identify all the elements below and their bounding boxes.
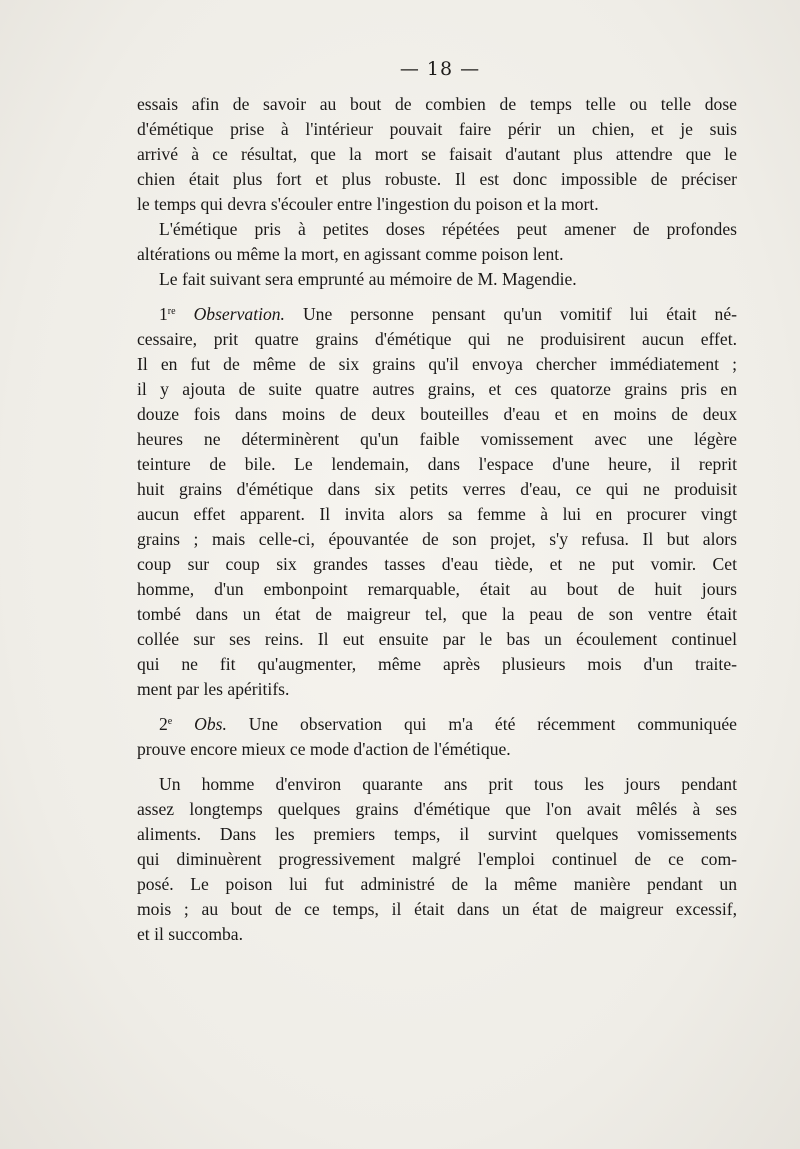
text-line: Le fait suivant sera emprunté au mémoire de M. Magendie. [159,269,577,289]
text-line: il y ajouta de suite quatre autres grains, et ces quatorze grains pris en [137,379,737,399]
text-line: homme, d'un embonpoint remarquable, était au bout de huit jours [137,579,737,599]
text-line: d'émétique prise à l'intérieur pouvait faire périr un chien, et je suis [137,119,737,139]
text-line: aucun effet apparent. Il invita alors sa femme à lui en procurer vingt [137,504,737,524]
paragraph-gap [137,762,737,772]
paragraph-gap [137,702,737,712]
paragraph-2 [137,217,737,267]
text-line: le temps qui devra s'écouler entre l'ingestion du poison et la mort. [137,194,599,214]
observation-ordinal: re [167,306,176,317]
text-line: mois ; au bout de ce temps, il était dans un état de maigreur excessif, [137,899,737,919]
text-line: aliments. Dans les premiers temps, il survint quelques vomissements [137,824,737,844]
text-line: heures ne déterminèrent qu'un faible vomissement avec une légère [137,429,737,449]
text-line [137,712,737,737]
text-line: teinture de bile. Le lendemain, dans l'espace d'une heure, il reprit [137,454,737,474]
text-line: qui ne fit qu'augmenter, même après plusieurs mois d'un traite- [137,654,737,674]
text-line: collée sur ses reins. Il eut ensuite par le bas un écoulement continuel [137,629,737,649]
text-line: douze fois dans moins de deux bouteilles d'eau et en moins de deux [137,404,737,424]
observation-text: Une observation qui m'a été récemment communiquée [226,714,737,734]
text-line: prouve encore mieux ce mode d'action de l'émétique. [137,739,511,759]
observation-label: Obs. [194,714,227,734]
text-line: qui diminuèrent progressivement malgré l'emploi continuel de ce com- [137,849,737,869]
observation-text: Une personne pensant qu'un vomitif lui était né- [284,304,737,324]
text-line: Un homme d'environ quarante ans prit tous les jours pendant [159,774,737,794]
paragraph-1 [137,92,737,217]
text-line: chien était plus fort et plus robuste. Il est donc impossible de préciser [137,169,737,189]
observation-ordinal: e [167,716,173,727]
observation-1 [137,302,737,702]
paragraph-6 [137,772,737,947]
text-line: coup sur coup six grandes tasses d'eau tiède, et ne put vomir. Cet [137,554,737,574]
text-line [137,302,737,327]
page-number: — 18 — [399,58,481,80]
text-line: essais afin de savoir au bout de combien de temps telle ou telle dose [137,94,737,114]
paragraph-gap [137,292,737,302]
text-line: huit grains d'émétique dans six petits verres d'eau, ce qui ne produisit [137,479,737,499]
observation-number: 1 [159,304,168,324]
text-line: L'émétique pris à petites doses répétées peut amener de profondes [159,219,737,239]
text-line: tombé dans un état de maigreur tel, que la peau de son ventre était [137,604,737,624]
observation-label: Observation. [193,304,285,324]
text-line: ment par les apéritifs. [137,679,290,699]
paragraph-3 [137,267,737,292]
text-line: arrivé à ce résultat, que la mort se faisait d'autant plus attendre que le [137,144,737,164]
body-text [137,92,737,947]
text-line: grains ; mais celle-ci, épouvantée de son projet, s'y refusa. Il but alors [137,529,737,549]
text-line: assez longtemps quelques grains d'émétique que l'on avait mêlés à ses [137,799,737,819]
text-line: et il succomba. [137,924,244,944]
text-line: Il en fut de même de six grains qu'il envoya chercher immédiatement ; [137,354,737,374]
text-line: posé. Le poison lui fut administré de la même manière pendant un [137,874,737,894]
text-line: altérations ou même la mort, en agissant comme poison lent. [137,244,564,264]
text-line: cessaire, prit quatre grains d'émétique qui ne produisirent aucun effet. [137,329,737,349]
observation-number: 2 [159,714,168,734]
observation-2 [137,712,737,762]
